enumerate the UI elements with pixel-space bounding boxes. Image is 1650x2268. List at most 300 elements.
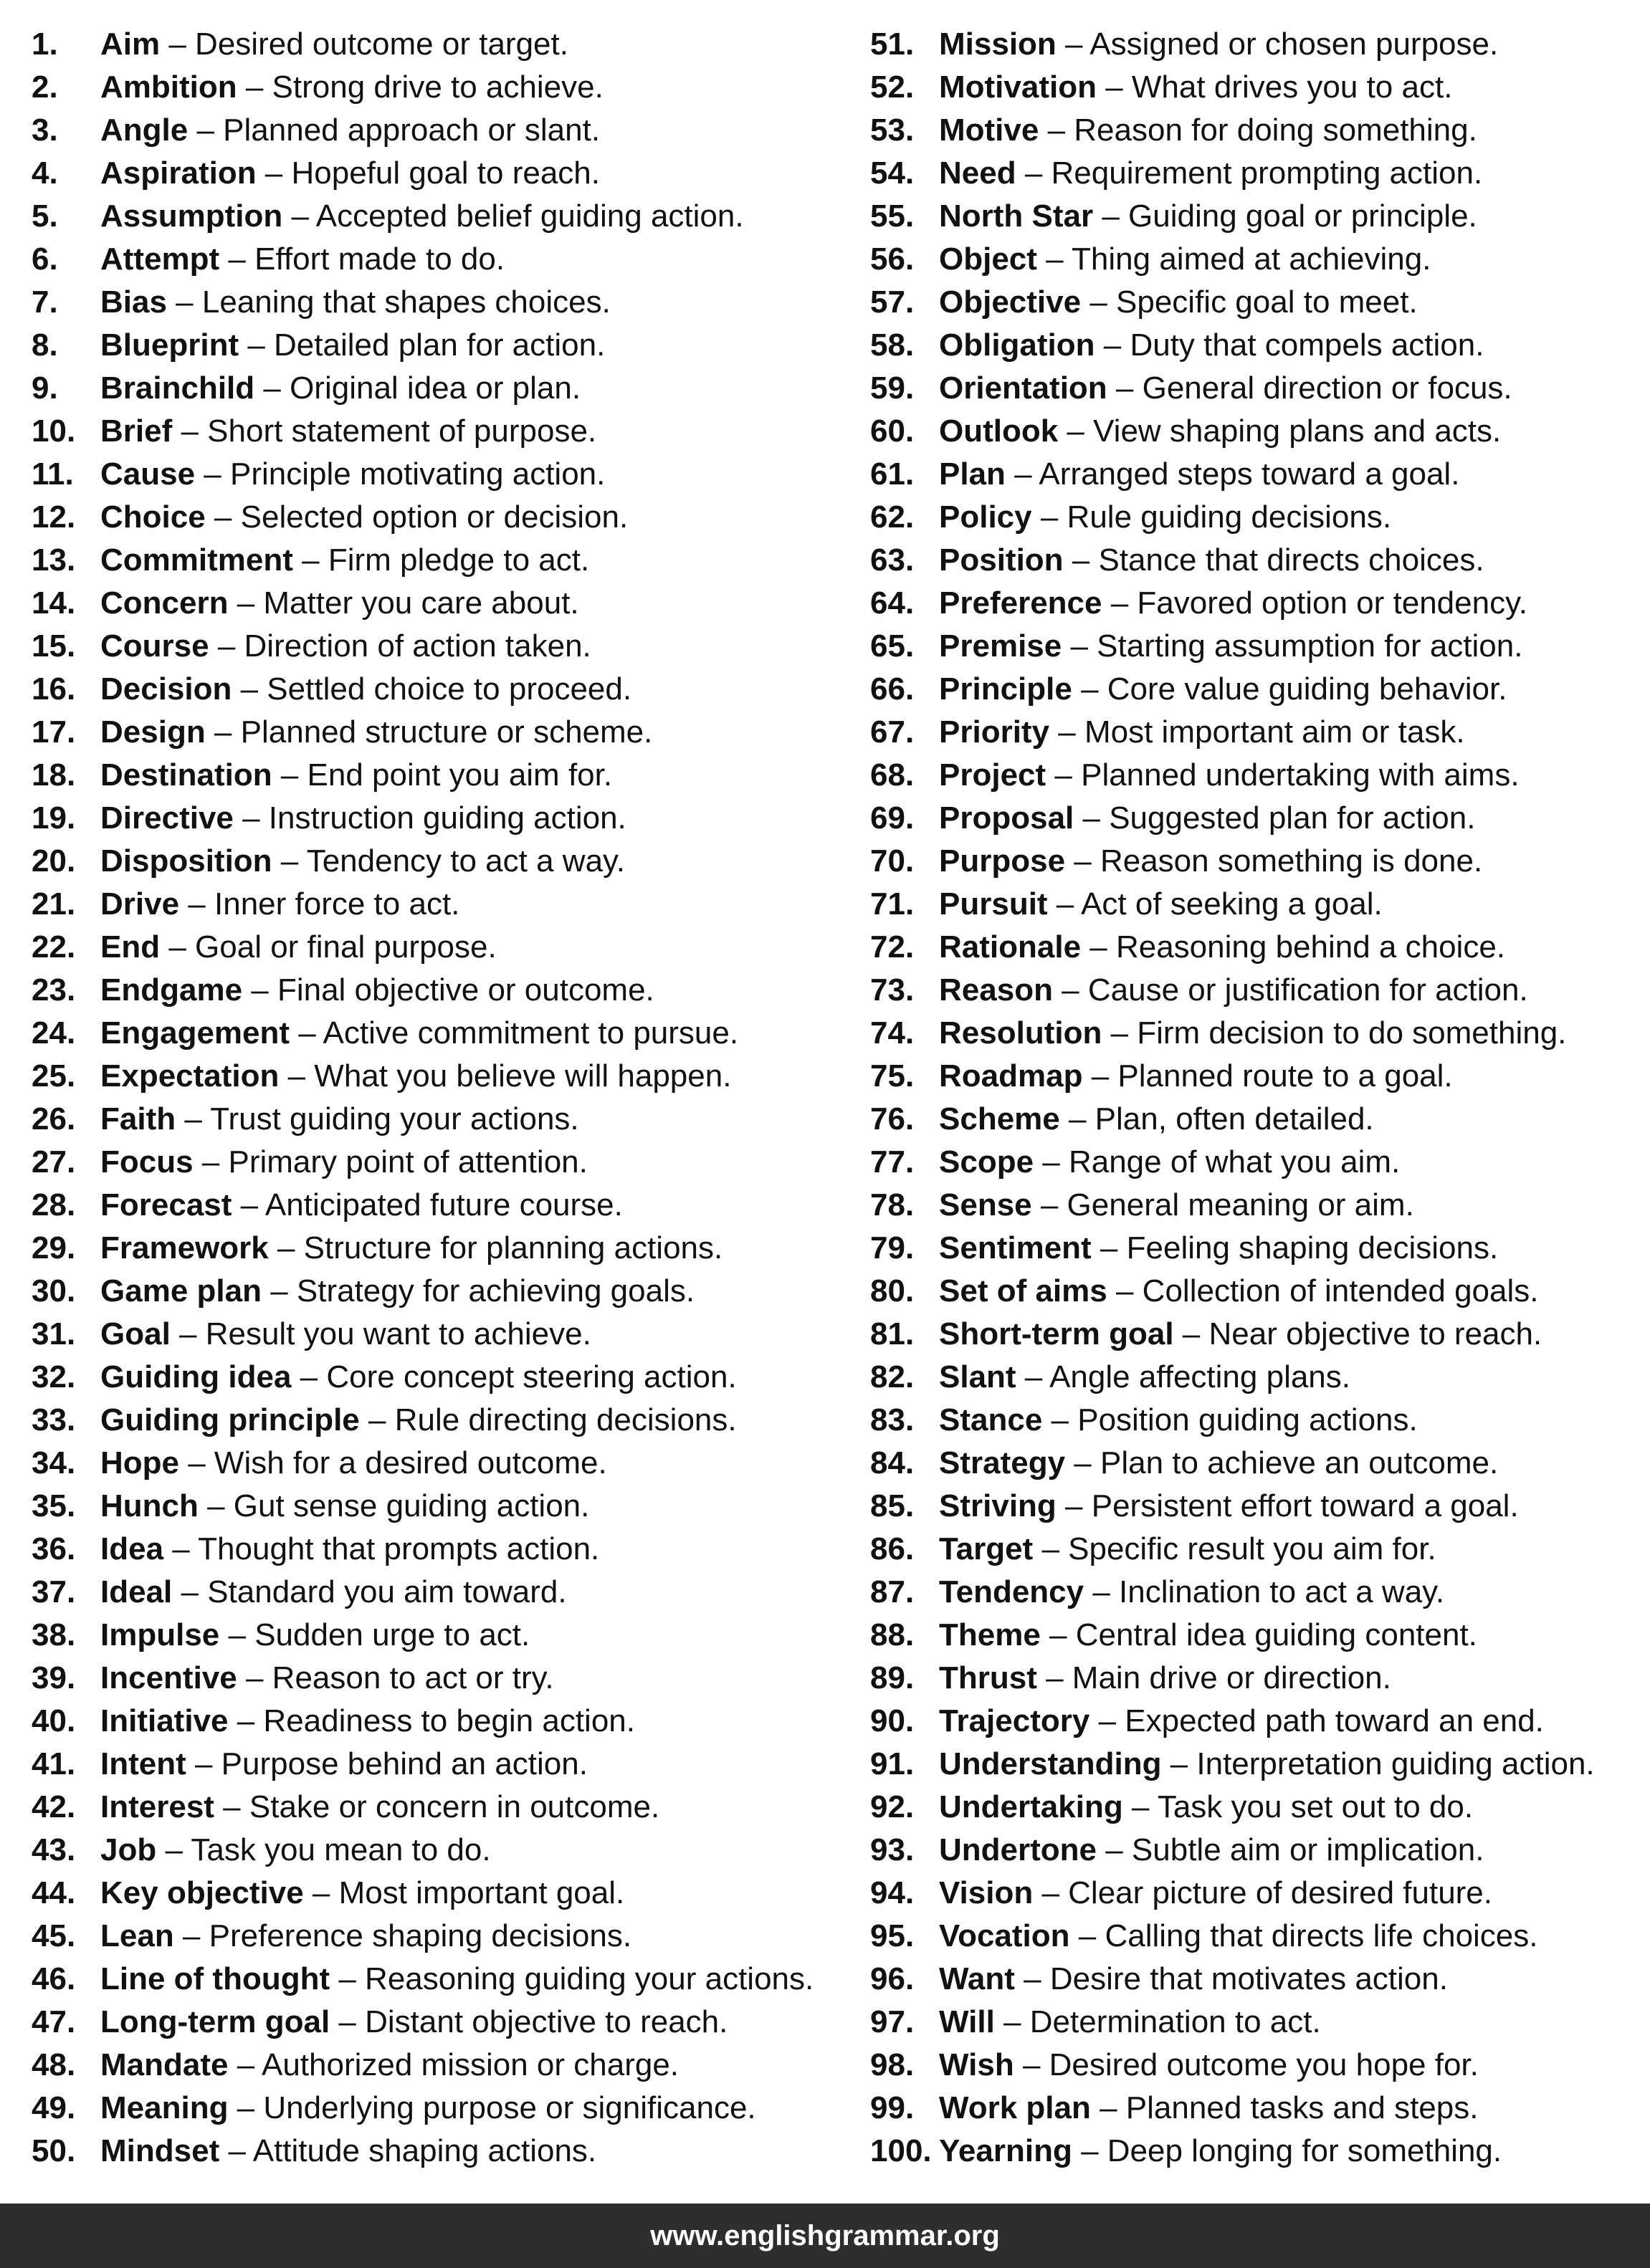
item-definition: – Inclination to act a way. (1084, 1574, 1445, 1609)
item-term: Proposal (939, 800, 1074, 836)
item-definition: – Duty that compels action. (1095, 327, 1484, 363)
item-number: 40. (32, 1703, 76, 1738)
item-number: 27. (32, 1144, 76, 1180)
list-item (32, 1829, 814, 1872)
list-item (870, 410, 1595, 453)
item-term: Endgame (100, 972, 243, 1008)
item-definition: – Expected path toward an end. (1089, 1703, 1544, 1738)
list-item (870, 668, 1595, 711)
item-number: 86. (870, 1531, 915, 1566)
list-item (870, 1055, 1595, 1098)
right-column (870, 23, 1595, 2173)
item-term: Faith (100, 1101, 176, 1137)
item-number: 61. (870, 456, 915, 492)
list-item (32, 66, 814, 109)
item-term: Reason (939, 972, 1053, 1008)
item-definition: – Core value guiding behavior. (1072, 671, 1507, 707)
item-term: Priority (939, 714, 1050, 750)
item-term: Undertone (939, 1832, 1097, 1867)
item-term: Objective (939, 284, 1082, 320)
item-number: 22. (32, 929, 76, 965)
item-term: Hunch (100, 1488, 199, 1523)
list-item (870, 453, 1595, 496)
item-definition: – Readiness to begin action. (228, 1703, 635, 1738)
item-definition: – Settled choice to proceed. (232, 671, 632, 707)
item-term: Preference (939, 585, 1102, 621)
item-definition: – What you believe will happen. (279, 1058, 732, 1094)
list-item (32, 969, 814, 1012)
list-item (870, 1184, 1595, 1227)
item-number: 26. (32, 1101, 76, 1137)
item-number: 81. (870, 1316, 915, 1351)
list-item (870, 539, 1595, 582)
list-item (32, 1098, 814, 1141)
list-item (870, 883, 1595, 926)
item-number: 37. (32, 1574, 76, 1609)
item-term: Thrust (939, 1660, 1037, 1695)
list-item (32, 1141, 814, 1184)
list-item (32, 1270, 814, 1313)
item-number: 56. (870, 241, 915, 277)
item-term: Understanding (939, 1746, 1162, 1781)
list-item (32, 668, 814, 711)
item-definition: – Selected option or decision. (205, 499, 629, 535)
item-definition: – Reasoning guiding your actions. (330, 1961, 814, 1996)
item-term: Short-term goal (939, 1316, 1174, 1351)
item-term: Motive (939, 113, 1039, 148)
item-term: Drive (100, 886, 180, 922)
item-number: 21. (32, 886, 76, 922)
item-term: Yearning (939, 2133, 1072, 2168)
item-term: Incentive (100, 1660, 237, 1695)
item-term: Course (100, 628, 209, 664)
item-term: Guiding principle (100, 1402, 360, 1437)
item-term: Forecast (100, 1187, 232, 1222)
item-number: 45. (32, 1918, 76, 1953)
item-number: 29. (32, 1230, 76, 1265)
item-term: Trajectory (939, 1703, 1090, 1738)
item-number: 79. (870, 1230, 915, 1265)
item-number: 97. (870, 2004, 915, 2039)
item-term: Undertaking (939, 1789, 1123, 1824)
item-definition: – Strong drive to achieve. (237, 70, 604, 105)
item-number: 47. (32, 2004, 76, 2039)
item-definition: – Determination to act. (994, 2004, 1321, 2039)
item-definition: – Arranged steps toward a goal. (1005, 456, 1460, 492)
item-number: 52. (870, 70, 915, 105)
item-number: 89. (870, 1660, 915, 1695)
list-item (870, 1356, 1595, 1399)
item-definition: – Reason something is done. (1065, 843, 1483, 879)
item-term: Hope (100, 1445, 179, 1480)
item-number: 51. (870, 27, 915, 62)
list-item (870, 1657, 1595, 1700)
list-item (870, 1915, 1595, 1958)
list-item (870, 1786, 1595, 1829)
item-number: 36. (32, 1531, 76, 1566)
item-number: 84. (870, 1445, 915, 1480)
item-definition: – Subtle aim or implication. (1097, 1832, 1484, 1867)
item-term: Plan (939, 456, 1006, 492)
item-number: 19. (32, 800, 76, 836)
item-term: Mandate (100, 2047, 229, 2082)
item-definition: – Distant objective to reach. (330, 2004, 728, 2039)
list-item (32, 926, 814, 969)
item-number: 30. (32, 1273, 76, 1308)
left-column (32, 23, 814, 2173)
item-term: Tendency (939, 1574, 1084, 1609)
item-definition: – Desired outcome or target. (160, 27, 568, 62)
item-definition: – Instruction guiding action. (233, 800, 626, 836)
list-item (32, 1614, 814, 1657)
item-number: 49. (32, 2090, 76, 2125)
list-item (870, 109, 1595, 152)
item-definition: – Task you mean to do. (156, 1832, 491, 1867)
item-definition: – Direction of action taken. (209, 628, 591, 664)
list-item (32, 195, 814, 238)
item-definition: – Desire that motivates action. (1014, 1961, 1448, 1996)
item-number: 76. (870, 1101, 915, 1137)
list-item (870, 1442, 1595, 1485)
item-number: 24. (32, 1015, 76, 1051)
item-definition: – Inner force to act. (179, 886, 460, 922)
item-term: Want (939, 1961, 1015, 1996)
item-term: Pursuit (939, 886, 1048, 922)
item-term: Disposition (100, 843, 272, 879)
list-item (32, 1743, 814, 1786)
item-definition: – Planned undertaking with aims. (1046, 757, 1520, 793)
list-item (32, 883, 814, 926)
item-number: 62. (870, 499, 915, 535)
list-item (32, 1485, 814, 1528)
list-item (870, 238, 1595, 281)
item-term: Theme (939, 1617, 1041, 1652)
item-number: 73. (870, 972, 915, 1008)
item-definition: – Hopeful goal to reach. (256, 155, 601, 191)
item-definition: – Collection of intended goals. (1107, 1273, 1539, 1308)
item-number: 69. (870, 800, 915, 836)
list-item (32, 1657, 814, 1700)
list-item (870, 367, 1595, 410)
item-definition: – Desired outcome you hope for. (1014, 2047, 1479, 2082)
item-term: Expectation (100, 1058, 280, 1094)
list-item (870, 711, 1595, 754)
item-term: Mission (939, 27, 1057, 62)
item-number: 4. (32, 155, 58, 191)
item-definition: – Trust guiding your actions. (176, 1101, 579, 1137)
item-definition: – Planned approach or slant. (188, 113, 601, 148)
list-item (32, 1915, 814, 1958)
list-item (32, 2130, 814, 2173)
list-item (870, 2044, 1595, 2087)
item-definition: – Leaning that shapes choices. (166, 284, 611, 320)
list-item (32, 1313, 814, 1356)
item-term: Stance (939, 1402, 1043, 1437)
item-term: Strategy (939, 1445, 1066, 1480)
item-number: 43. (32, 1832, 76, 1867)
list-item (32, 539, 814, 582)
list-item (32, 1012, 814, 1055)
item-term: Assumption (100, 198, 283, 234)
item-number: 16. (32, 671, 76, 707)
item-number: 77. (870, 1144, 915, 1180)
list-item (32, 324, 814, 367)
item-number: 50. (32, 2133, 76, 2168)
item-number: 71. (870, 886, 915, 922)
item-definition: – Rule guiding decisions. (1031, 499, 1392, 535)
item-term: Object (939, 241, 1037, 277)
list-item (32, 1399, 814, 1442)
item-definition: – Specific result you aim for. (1033, 1531, 1436, 1566)
item-number: 5. (32, 198, 58, 234)
item-number: 74. (870, 1015, 915, 1051)
list-item (32, 840, 814, 883)
item-number: 99. (870, 2090, 915, 2125)
item-term: Game plan (100, 1273, 262, 1308)
item-term: Design (100, 714, 206, 750)
item-definition: – Near objective to reach. (1173, 1316, 1542, 1351)
item-term: Brainchild (100, 370, 255, 406)
item-number: 33. (32, 1402, 76, 1437)
item-number: 35. (32, 1488, 76, 1523)
item-number: 65. (870, 628, 915, 664)
item-definition: – Persistent effort toward a goal. (1056, 1488, 1519, 1523)
item-number: 9. (32, 370, 58, 406)
item-definition: – General direction or focus. (1107, 370, 1512, 406)
item-number: 95. (870, 1918, 915, 1953)
item-term: Project (939, 757, 1046, 793)
item-term: Vision (939, 1875, 1034, 1910)
item-term: Obligation (939, 327, 1095, 363)
item-term: Motivation (939, 70, 1097, 105)
item-term: End (100, 929, 161, 965)
list-item (870, 1012, 1595, 1055)
item-definition: – Authorized mission or charge. (228, 2047, 679, 2082)
item-term: Mindset (100, 2133, 220, 2168)
item-number: 55. (870, 198, 915, 234)
item-number: 72. (870, 929, 915, 965)
list-item (870, 926, 1595, 969)
item-term: Ideal (100, 1574, 173, 1609)
list-item (32, 1528, 814, 1571)
list-item (870, 625, 1595, 668)
item-term: Intent (100, 1746, 186, 1781)
item-term: Need (939, 155, 1016, 191)
list-item (32, 281, 814, 324)
list-item (870, 152, 1595, 195)
list-item (870, 324, 1595, 367)
item-definition: – Reason to act or try. (237, 1660, 554, 1695)
list-item (32, 453, 814, 496)
item-number: 31. (32, 1316, 76, 1351)
item-definition: – Firm pledge to act. (292, 542, 590, 578)
list-item (870, 1528, 1595, 1571)
list-item (32, 23, 814, 66)
item-term: Scheme (939, 1101, 1060, 1137)
item-number: 10. (32, 413, 76, 449)
item-term: Scope (939, 1144, 1034, 1180)
item-definition: – Stake or concern in outcome. (214, 1789, 660, 1824)
item-term: Brief (100, 413, 173, 449)
item-term: Rationale (939, 929, 1082, 965)
item-term: Aspiration (100, 155, 257, 191)
item-number: 28. (32, 1187, 76, 1222)
list-item (32, 1184, 814, 1227)
item-term: Outlook (939, 413, 1059, 449)
item-definition: – Detailed plan for action. (239, 327, 606, 363)
item-definition: – Primary point of attention. (193, 1144, 588, 1180)
item-term: Attempt (100, 241, 220, 277)
list-item (32, 496, 814, 539)
list-item (870, 1270, 1595, 1313)
list-item (870, 1872, 1595, 1915)
item-definition: – Rule directing decisions. (359, 1402, 737, 1437)
item-number: 91. (870, 1746, 915, 1781)
list-item (870, 2087, 1595, 2130)
item-definition: – Result you want to achieve. (170, 1316, 591, 1351)
item-number: 59. (870, 370, 915, 406)
item-definition: – Calling that directs life choices. (1069, 1918, 1538, 1953)
item-definition: – Feeling shaping decisions. (1091, 1230, 1499, 1265)
item-number: 98. (870, 2047, 915, 2082)
item-number: 67. (870, 714, 915, 750)
item-definition: – Position guiding actions. (1042, 1402, 1418, 1437)
item-term: Wish (939, 2047, 1014, 2082)
item-term: Position (939, 542, 1064, 578)
item-number: 96. (870, 1961, 915, 1996)
footer-url[interactable]: www.englishgrammar.org (650, 2220, 1000, 2252)
item-definition: – Wish for a desired outcome. (179, 1445, 607, 1480)
item-definition: – Deep longing for something. (1072, 2133, 1502, 2168)
item-number: 11. (32, 456, 74, 492)
item-number: 25. (32, 1058, 76, 1094)
list-item (870, 195, 1595, 238)
item-definition: – What drives you to act. (1096, 70, 1453, 105)
item-number: 53. (870, 113, 915, 148)
item-number: 1. (32, 27, 58, 62)
list-item (32, 1700, 814, 1743)
item-definition: – Most important goal. (303, 1875, 625, 1910)
item-term: Focus (100, 1144, 194, 1180)
item-number: 41. (32, 1746, 76, 1781)
item-number: 18. (32, 757, 76, 793)
item-definition: – End point you aim for. (272, 757, 613, 793)
item-definition: – Requirement prompting action. (1016, 155, 1483, 191)
item-number: 83. (870, 1402, 915, 1437)
item-term: Job (100, 1832, 157, 1867)
item-term: Concern (100, 585, 229, 621)
item-number: 75. (870, 1058, 915, 1094)
item-number: 80. (870, 1273, 915, 1308)
item-definition: – Strategy for achieving goals. (261, 1273, 695, 1308)
list-item (32, 711, 814, 754)
item-number: 82. (870, 1359, 915, 1394)
item-definition: – Structure for planning actions. (268, 1230, 723, 1265)
list-item (870, 66, 1595, 109)
item-number: 58. (870, 327, 915, 363)
list-item (870, 23, 1595, 66)
item-definition: – Tendency to act a way. (272, 843, 626, 879)
list-item (32, 1356, 814, 1399)
list-item (32, 754, 814, 797)
item-term: Angle (100, 113, 189, 148)
footer-bar (0, 2204, 1650, 2268)
list-item (870, 2130, 1595, 2173)
item-number: 8. (32, 327, 58, 363)
list-item (870, 1485, 1595, 1528)
item-number: 42. (32, 1789, 76, 1824)
list-item (870, 754, 1595, 797)
item-definition: – Goal or final purpose. (160, 929, 497, 965)
item-definition: – Range of what you aim. (1034, 1144, 1401, 1180)
list-item (870, 496, 1595, 539)
list-item (32, 152, 814, 195)
item-number: 7. (32, 284, 58, 320)
item-number: 46. (32, 1961, 76, 1996)
item-definition: – General meaning or aim. (1031, 1187, 1414, 1222)
item-definition: – Clear picture of desired future. (1033, 1875, 1493, 1910)
item-definition: – Standard you aim toward. (172, 1574, 567, 1609)
list-item (870, 582, 1595, 625)
item-definition: – Matter you care about. (228, 585, 579, 621)
list-item (32, 109, 814, 152)
item-number: 87. (870, 1574, 915, 1609)
item-definition: – Task you set out to do. (1122, 1789, 1474, 1824)
list-item (32, 2001, 814, 2044)
item-term: North Star (939, 198, 1094, 234)
item-number: 38. (32, 1617, 76, 1652)
item-definition: – Cause or justification for action. (1052, 972, 1528, 1008)
item-term: Lean (100, 1918, 174, 1953)
list-item (870, 1571, 1595, 1614)
item-term: Impulse (100, 1617, 220, 1652)
item-term: Striving (939, 1488, 1057, 1523)
item-term: Goal (100, 1316, 171, 1351)
list-item (32, 1442, 814, 1485)
list-item (32, 1571, 814, 1614)
item-term: Long-term goal (100, 2004, 330, 2039)
item-definition: – Favored option or tendency. (1102, 585, 1528, 621)
item-term: Key objective (100, 1875, 304, 1910)
item-definition: – Planned tasks and steps. (1090, 2090, 1479, 2125)
list-item (870, 1399, 1595, 1442)
item-term: Meaning (100, 2090, 229, 2125)
item-number: 39. (32, 1660, 76, 1695)
item-term: Choice (100, 499, 206, 535)
item-definition: – Most important aim or task. (1049, 714, 1465, 750)
item-number: 17. (32, 714, 76, 750)
item-definition: – Planned structure or scheme. (205, 714, 653, 750)
item-number: 34. (32, 1445, 76, 1480)
item-term: Ambition (100, 70, 237, 105)
item-definition: – Specific goal to meet. (1081, 284, 1418, 320)
item-number: 13. (32, 542, 76, 578)
item-definition: – Planned route to a goal. (1082, 1058, 1453, 1094)
item-term: Purpose (939, 843, 1066, 879)
item-number: 23. (32, 972, 76, 1008)
list-item (32, 1958, 814, 2001)
list-item (870, 840, 1595, 883)
item-number: 54. (870, 155, 915, 191)
list-item (870, 1313, 1595, 1356)
list-item (32, 1227, 814, 1270)
item-definition: – Effort made to do. (219, 241, 505, 277)
item-term: Engagement (100, 1015, 290, 1051)
item-number: 90. (870, 1703, 915, 1738)
item-number: 70. (870, 843, 915, 879)
item-number: 88. (870, 1617, 915, 1652)
item-number: 93. (870, 1832, 915, 1867)
